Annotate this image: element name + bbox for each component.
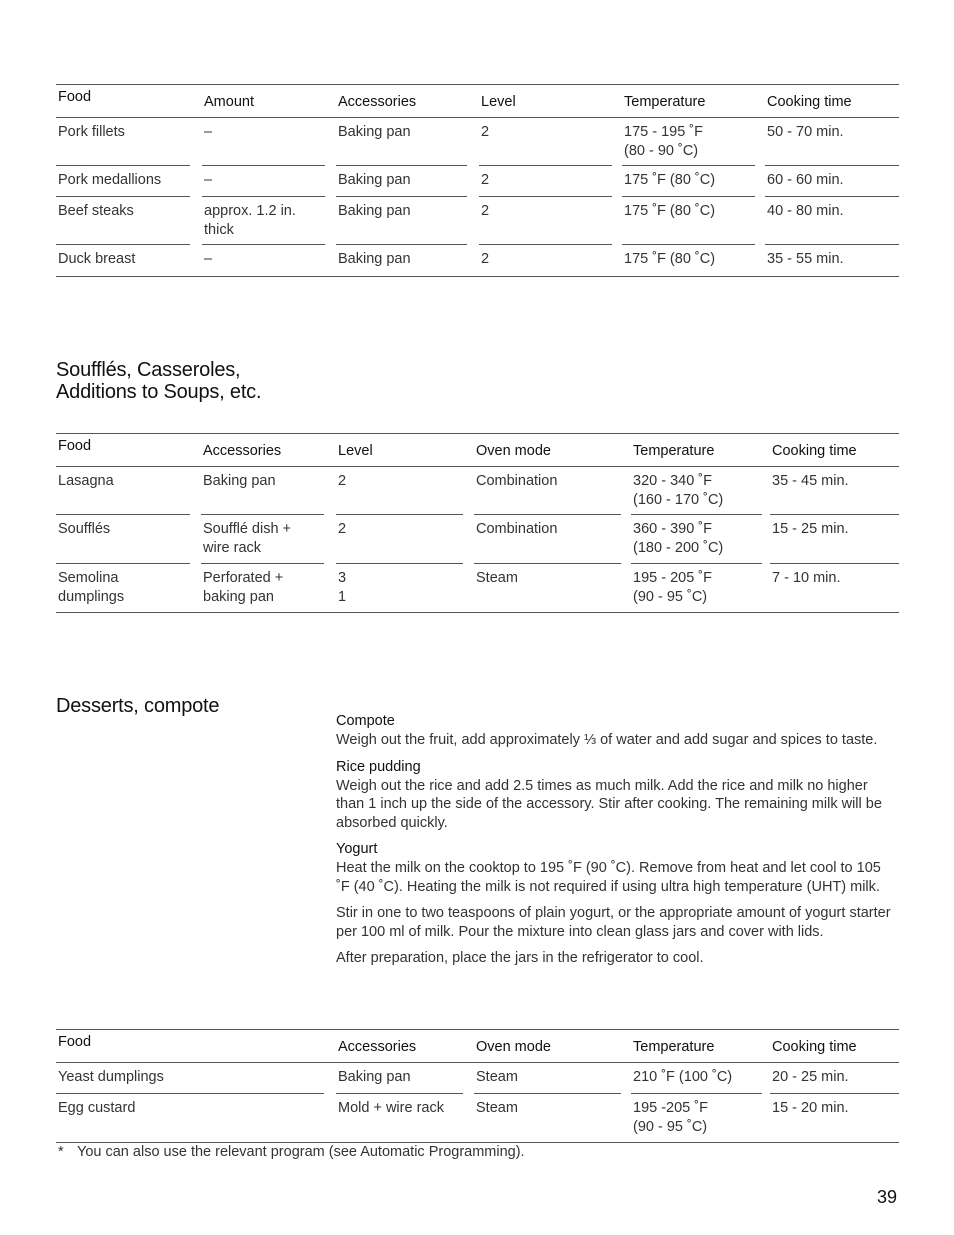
- yogurt-text-3: After preparation, place the jars in the refrigerator to cool.: [336, 950, 704, 966]
- table-cell: 7 - 10 min.: [772, 570, 841, 586]
- table-cell: Mold + wire rack: [338, 1100, 444, 1116]
- meat-cooking-table: [56, 84, 899, 277]
- table-row: [56, 515, 899, 564]
- column-header: Food: [58, 1034, 92, 1050]
- table-cell: 2: [481, 203, 490, 219]
- table-cell: 360 - 390 ˚F (180 - 200 ˚C): [633, 521, 724, 556]
- compote-heading: Compote: [336, 713, 395, 729]
- table-cell: Lasagna: [58, 473, 114, 489]
- table-row: [56, 245, 899, 276]
- table-cell: 2: [338, 521, 347, 537]
- table-cell: Pork medallions: [58, 172, 162, 188]
- section-title-line1: Soufflés, Casseroles,: [56, 359, 241, 381]
- section-title-line2: Additions to Soups, etc.: [56, 381, 262, 403]
- table-cell: –: [204, 124, 213, 140]
- table-header: [56, 433, 899, 467]
- column-header: Oven mode: [476, 1039, 551, 1055]
- table-row: [56, 467, 899, 515]
- table-cell: 20 - 25 min.: [772, 1069, 849, 1085]
- table-cell: Pork fillets: [58, 124, 125, 140]
- table-row: [56, 166, 899, 197]
- table-cell: Baking pan: [338, 172, 411, 188]
- table-bottom-rule: [56, 276, 899, 277]
- table-cell: 15 - 20 min.: [772, 1100, 849, 1116]
- column-header: Amount: [204, 94, 254, 110]
- table-cell: 60 - 60 min.: [767, 172, 844, 188]
- rice-pudding-text: Weigh out the rice and add 2.5 times as much milk. Add the rice and milk no higher than 1 inch up the side of the accessory. Stir after cooking. The remaining milk will be absorbed quickly.: [336, 777, 882, 831]
- table-cell: 175 - 195 ˚F (80 - 90 ˚C): [624, 124, 703, 159]
- table-cell: Yeast dumplings: [58, 1069, 164, 1085]
- footnote-text: You can also use the relevant program (see Automatic Programming).: [77, 1144, 525, 1160]
- table-cell: 175 ˚F (80 ˚C): [624, 251, 716, 267]
- table-cell: 3 1: [338, 570, 347, 605]
- table-cell: Baking pan: [338, 203, 411, 219]
- column-header: Oven mode: [476, 443, 551, 459]
- table-cell: 35 - 45 min.: [772, 473, 849, 489]
- table-cell: 15 - 25 min.: [772, 521, 849, 537]
- section-title-souffles: [56, 359, 261, 403]
- rice-pudding-heading: Rice pudding: [336, 758, 421, 775]
- table-cell: 50 - 70 min.: [767, 124, 844, 140]
- table-cell: Perforated + baking pan: [203, 570, 284, 605]
- table-cell: Beef steaks: [58, 203, 134, 219]
- table-cell: Baking pan: [203, 473, 276, 489]
- table-header: [56, 1029, 899, 1063]
- yogurt-text-1: Heat the milk on the cooktop to 195 ˚F (90 ˚C). Remove from heat and let cool to 105 ˚F (40 ˚C). Heating the milk is not required if using ultra high temperature (UHT) milk.: [336, 860, 881, 895]
- compote-text: Weigh out the fruit, add approximately ⅓ of water and add sugar and spices to taste.: [336, 732, 878, 748]
- table-cell: 40 - 80 min.: [767, 203, 844, 219]
- table-cell: 175 ˚F (80 ˚C): [624, 203, 716, 219]
- table-cell: approx. 1.2 in. thick: [204, 203, 296, 238]
- table-row: [56, 1063, 899, 1094]
- table-cell: –: [204, 172, 213, 188]
- table-cell: 2: [481, 251, 490, 267]
- table-cell: Steam: [476, 1100, 518, 1116]
- yogurt-text-2: Stir in one to two teaspoons of plain yogurt, or the appropriate amount of yogurt starter per 100 ml of milk. Pour the mixture into clean glass jars and cover with lids.: [336, 905, 891, 940]
- section-title-desserts: Desserts, compote: [56, 695, 220, 717]
- table-cell: Baking pan: [338, 251, 411, 267]
- table-cell: 195 - 205 ˚F (90 - 95 ˚C): [633, 570, 712, 605]
- table-cell: Combination: [476, 473, 558, 489]
- column-header: Temperature: [633, 443, 715, 459]
- table-cell: Baking pan: [338, 1069, 411, 1085]
- column-header: Cooking time: [767, 94, 852, 110]
- column-header: Cooking time: [772, 443, 857, 459]
- table-cell: –: [204, 251, 213, 267]
- column-header: Accessories: [203, 443, 282, 459]
- table-cell: Semolina dumplings: [58, 570, 125, 605]
- table-cell: Egg custard: [58, 1100, 136, 1116]
- table-cell: 210 ˚F (100 ˚C): [633, 1069, 733, 1085]
- table-bottom-rule: [56, 612, 899, 613]
- page-number: 39: [876, 1187, 897, 1207]
- table-cell: Soufflé dish + wire rack: [203, 521, 292, 556]
- table-cell: Duck breast: [58, 251, 136, 267]
- table-cell: Soufflés: [58, 521, 111, 537]
- column-header: Cooking time: [772, 1039, 857, 1055]
- table-cell: Baking pan: [338, 124, 411, 140]
- table-cell: 175 ˚F (80 ˚C): [624, 172, 716, 188]
- table-row: [56, 564, 899, 612]
- column-header: Level: [481, 94, 516, 110]
- table-cell: Steam: [476, 1069, 518, 1085]
- table-cell: 320 - 340 ˚F (160 - 170 ˚C): [633, 473, 724, 508]
- table-cell: 2: [481, 124, 490, 140]
- table-cell: Steam: [476, 570, 518, 586]
- column-header: Accessories: [338, 1039, 417, 1055]
- desserts-instructions: [336, 712, 896, 976]
- table-header: [56, 84, 899, 118]
- souffles-cooking-table: [56, 433, 899, 613]
- table-bottom-rule: [56, 1142, 899, 1143]
- table-cell: 35 - 55 min.: [767, 251, 844, 267]
- table-cell: 2: [338, 473, 347, 489]
- column-header: Food: [58, 89, 92, 105]
- desserts-cooking-table: [56, 1029, 899, 1143]
- column-header: Temperature: [624, 94, 706, 110]
- footnote: [58, 1144, 525, 1160]
- column-header: Temperature: [633, 1039, 715, 1055]
- column-header: Food: [58, 438, 92, 454]
- table-cell: Combination: [476, 521, 558, 537]
- table-cell: 2: [481, 172, 490, 188]
- table-row: [56, 1094, 899, 1142]
- table-row: [56, 118, 899, 166]
- table-row: [56, 197, 899, 245]
- table-cell: 195 -205 ˚F (90 - 95 ˚C): [633, 1100, 708, 1135]
- column-header: Accessories: [338, 94, 417, 110]
- footnote-marker: *: [58, 1144, 64, 1160]
- column-header: Level: [338, 443, 373, 459]
- yogurt-heading: Yogurt: [336, 841, 378, 857]
